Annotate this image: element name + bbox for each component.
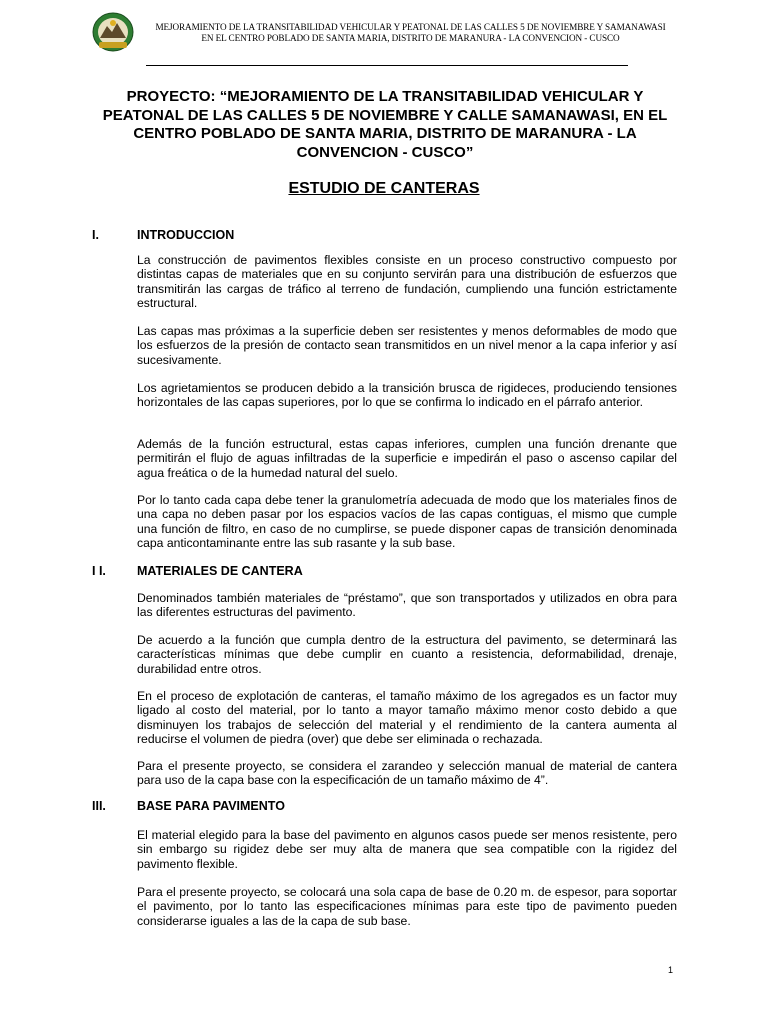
paragraph: El material elegido para la base del pavimento en algunos casos puede ser menos resistente, pero sin embargo su rigidez debe ser muy alta de manera que sea compatible con la rigidez del pavimento flexible. — [137, 828, 677, 871]
paragraph: Denominados también materiales de “préstamo”, que son transportados y utilizados en obra para las diferentes estructuras del pavimento. — [137, 591, 677, 620]
municipal-seal-icon — [92, 12, 134, 52]
section-number: I I. — [92, 564, 106, 578]
paragraph: En el proceso de explotación de canteras, el tamaño máximo de los agregados es un factor muy ligado al costo del material, por lo tanto a mayor tamaño máximo menor costo debido a que disminuyen los trabajos de selección del material y el rendimiento de la cantera aumenta al reducirse el volumen de piedra (over) que debe ser eliminada o rechazada. — [137, 689, 677, 747]
paragraph: Para el presente proyecto, se considera el zarandeo y selección manual de material de cantera para uso de la capa base con la especificación de un tamaño máximo de 4”. — [137, 759, 677, 788]
section-number: I. — [92, 228, 99, 242]
section-title: BASE PARA PAVIMENTO — [137, 799, 285, 813]
paragraph: Por lo tanto cada capa debe tener la granulometría adecuada de modo que los materiales finos de una capa no deben pasar por los espacios vacíos de las capas contiguas, el mismo que cumple una función de filtro, en caso de no cumplirse, se puede disponer capas de transición denominada capa anticontaminante entre las sub rasante y la sub base. — [137, 493, 677, 551]
paragraph: De acuerdo a la función que cumpla dentro de la estructura del pavimento, se determinará las características mínimas que debe cumplir en cuanto a resistencia, deformabilidad, drenaje, durabilidad entre otros. — [137, 633, 677, 676]
section-title: MATERIALES DE CANTERA — [137, 564, 303, 578]
header-line-2: EN EL CENTRO POBLADO DE SANTA MARIA, DISTRITO DE MARANURA - LA CONVENCION - CUSCO — [201, 33, 620, 43]
project-title: PROYECTO: “MEJORAMIENTO DE LA TRANSITABILIDAD VEHICULAR Y PEATONAL DE LAS CALLES 5 DE NOVIEMBRE Y CALLE SAMANAWASI, EN EL CENTRO POBLADO DE SANTA MARIA, DISTRITO DE MARANURA - LA CONVENCION - CUSCO” — [102, 88, 668, 161]
page-header — [92, 12, 692, 70]
document-title-text: ESTUDIO DE CANTERAS — [288, 180, 480, 197]
paragraph: La construcción de pavimentos flexibles consiste en un proceso constructivo compuesto por distintas capas de materiales que en su conjunto servirán para una distribución de esfuerzos que transmitirán las cargas de tráfico al terreno de fundación, cumpliendo una función estrictamente estructural. — [137, 253, 677, 311]
page-number: 1 — [668, 965, 674, 975]
paragraph: Además de la función estructural, estas capas inferiores, cumplen una función drenante que permitirán el flujo de aguas infiltradas de la superficie e impedirán el paso o ascenso capilar del agua freática o de la humedad natural del suelo. — [137, 437, 677, 480]
section-number: III. — [92, 799, 106, 813]
header-divider — [146, 65, 628, 66]
paragraph: Los agrietamientos se producen debido a la transición brusca de rigideces, produciendo tensiones horizontales de las capas superiores, por lo que se confirma lo indicado en el párrafo anterior. — [137, 381, 677, 410]
section-title: INTRODUCCION — [137, 228, 235, 242]
paragraph: Para el presente proyecto, se colocará una sola capa de base de 0.20 m. de espesor, para soportar el pavimento, por lo tanto las especificaciones mínimas para este tipo de pavimento pueden considerarse iguales a las de la capa de sub base. — [137, 885, 677, 928]
paragraph: Las capas mas próximas a la superficie deben ser resistentes y menos deformables de modo que los esfuerzos de la presión de contacto sean transmitidos en un nivel menor a la capa inferior y así sucesivamente. — [137, 324, 677, 367]
header-text — [138, 22, 683, 44]
header-line-1: MEJORAMIENTO DE LA TRANSITABILIDAD VEHICULAR Y PEATONAL DE LAS CALLES 5 DE NOVIEMBRE Y SAMANAWASI — [155, 22, 666, 32]
document-title — [0, 180, 768, 198]
